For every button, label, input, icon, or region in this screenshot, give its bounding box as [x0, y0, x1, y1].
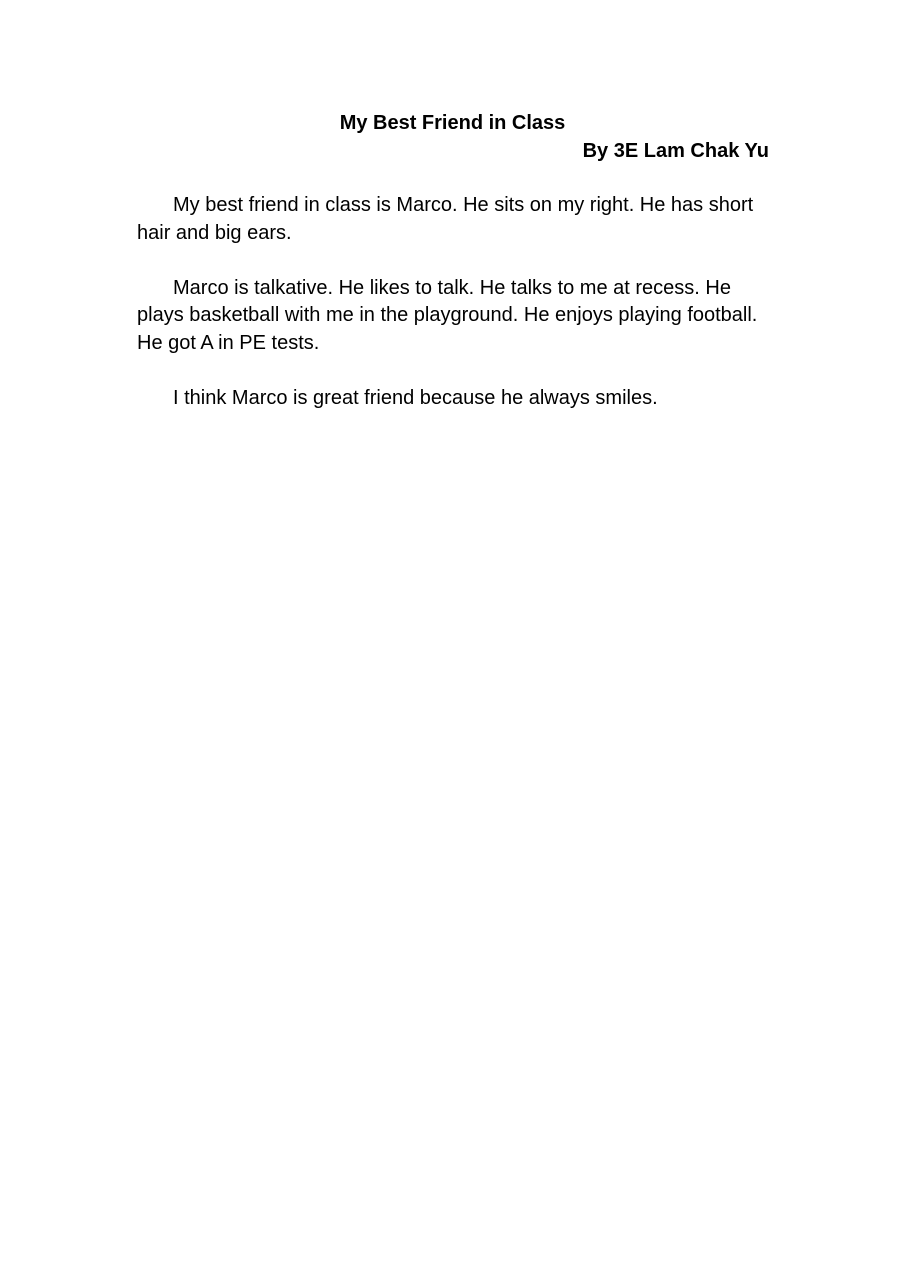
paragraph-1: My best friend in class is Marco. He sits on my right. He has short hair and big ears. [137, 194, 754, 244]
paragraph-2: Marco is talkative. He likes to talk. He talks to me at recess. He plays basketball with me in the playground. He enjoys playing football. He got A in PE tests. [137, 276, 758, 354]
paragraph-3: I think Marco is great friend because he always smiles. [173, 386, 658, 409]
document-author: By 3E Lam Chak Yu [582, 140, 769, 162]
document-title: My Best Friend in Class [339, 112, 566, 134]
document-body [137, 192, 777, 440]
